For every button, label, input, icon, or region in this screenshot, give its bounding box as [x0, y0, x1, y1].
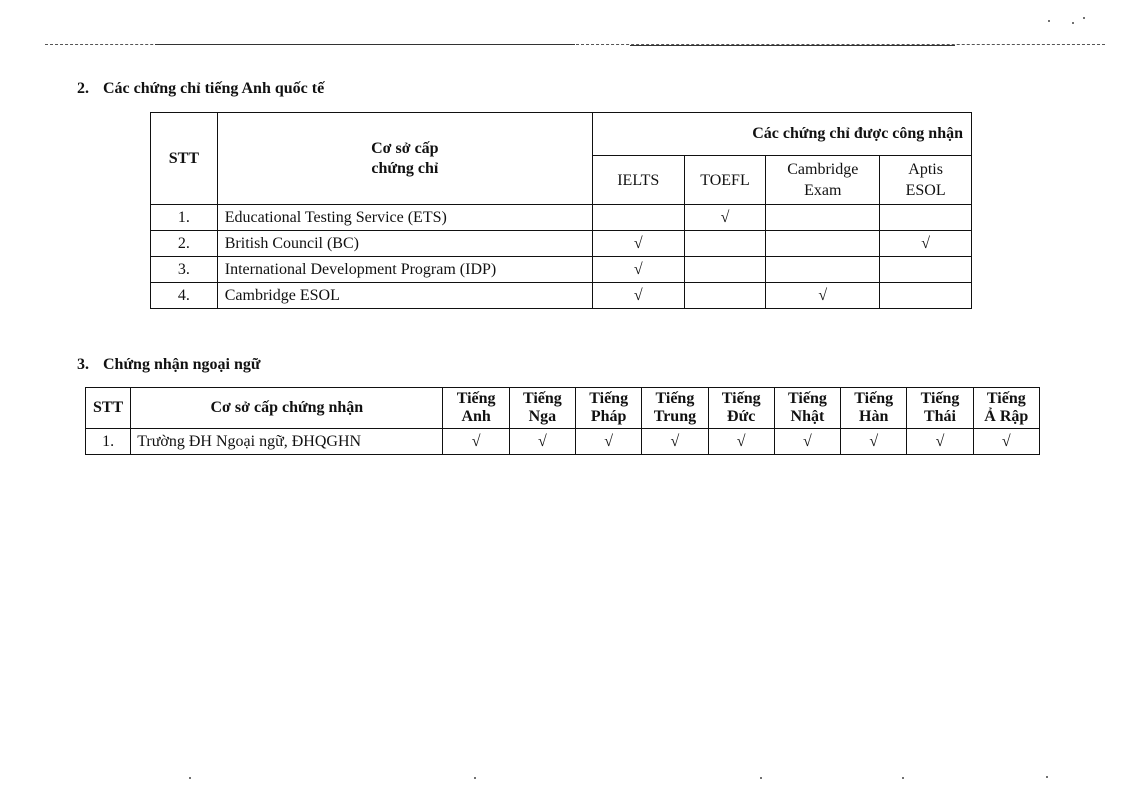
language-certificates-table — [85, 387, 1040, 455]
col-header-language — [509, 388, 575, 429]
col-header-cambridge-label: Cambridge Exam — [787, 161, 859, 199]
section-2-heading — [77, 80, 324, 98]
check-cell — [708, 429, 774, 455]
language-name: Ả Rập — [984, 408, 1029, 425]
check-cell — [592, 283, 684, 309]
check-cell — [973, 429, 1039, 455]
check-cell — [684, 231, 766, 257]
check-cell — [880, 205, 972, 231]
row-number: 3. — [151, 257, 218, 283]
language-name: Pháp — [590, 408, 627, 425]
check-mark: √ — [818, 286, 828, 304]
language-word: Tiếng — [522, 390, 562, 407]
section-number: 2. — [77, 80, 89, 97]
col-header-language — [841, 388, 907, 429]
check-cell — [592, 257, 684, 283]
check-cell — [766, 205, 880, 231]
table-row — [151, 257, 972, 283]
check-cell — [684, 257, 766, 283]
language-word: Tiếng — [788, 390, 827, 407]
check-mark: √ — [633, 234, 643, 252]
table-row — [151, 283, 972, 309]
check-cell — [684, 283, 766, 309]
organization-name: Trường ĐH Ngoại ngữ, ĐHQGHN — [131, 429, 443, 455]
language-word: Tiếng — [589, 390, 629, 407]
check-cell — [443, 429, 509, 455]
scan-speck — [474, 777, 476, 779]
check-mark: √ — [720, 208, 730, 226]
language-name: Nhật — [790, 408, 825, 425]
scan-speck — [189, 777, 191, 779]
col-header-ielts: IELTS — [592, 156, 684, 205]
check-mark: √ — [604, 432, 614, 450]
language-name: Anh — [461, 408, 491, 425]
col-header-language — [576, 388, 642, 429]
check-cell — [880, 231, 972, 257]
language-name: Trung — [653, 408, 697, 425]
organization-name: Cambridge ESOL — [217, 283, 592, 309]
language-name: Hàn — [859, 408, 889, 425]
col-header-organization-label: Cơ sở cấp chứng chỉ — [371, 139, 439, 177]
scan-speck — [760, 777, 762, 779]
check-cell — [766, 283, 880, 309]
col-header-aptis — [880, 156, 972, 205]
scan-speck — [902, 777, 904, 779]
section-3-heading — [77, 356, 261, 374]
check-cell — [766, 231, 880, 257]
check-cell — [880, 283, 972, 309]
group-header-recognized: Các chứng chỉ được công nhận — [592, 113, 971, 156]
col-header-organization: Cơ sở cấp chứng nhận — [131, 388, 443, 429]
language-name: Thái — [923, 408, 956, 425]
check-cell — [907, 429, 973, 455]
check-mark: √ — [1001, 432, 1011, 450]
col-header-language — [642, 388, 708, 429]
language-word: Tiếng — [854, 390, 894, 407]
language-word: Tiếng — [721, 390, 761, 407]
organization-name: British Council (BC) — [217, 231, 592, 257]
top-rule-segment — [155, 44, 575, 45]
language-word: Tiếng — [655, 390, 695, 407]
row-number: 4. — [151, 283, 218, 309]
table-row — [151, 205, 972, 231]
col-header-language — [708, 388, 774, 429]
check-mark: √ — [471, 432, 481, 450]
check-cell — [766, 257, 880, 283]
check-mark: √ — [633, 260, 643, 278]
check-cell — [880, 257, 972, 283]
top-rule-segment — [630, 45, 955, 46]
check-mark: √ — [869, 432, 879, 450]
check-cell — [684, 205, 766, 231]
scan-speck — [1048, 20, 1050, 22]
language-name: Nga — [528, 408, 557, 425]
row-number: 2. — [151, 231, 218, 257]
table-row — [86, 429, 1040, 455]
section-title: Các chứng chỉ tiếng Anh quốc tế — [103, 80, 325, 97]
check-cell — [576, 429, 642, 455]
col-header-language — [973, 388, 1039, 429]
section-title: Chứng nhận ngoại ngữ — [103, 356, 261, 373]
language-word: Tiếng — [456, 390, 496, 407]
check-mark: √ — [537, 432, 547, 450]
col-header-stt: STT — [86, 388, 131, 429]
col-header-aptis-label: Aptis ESOL — [905, 161, 946, 199]
scan-speck — [1046, 776, 1048, 778]
language-word: Tiếng — [986, 390, 1026, 407]
language-name: Đức — [727, 408, 756, 425]
check-cell — [592, 231, 684, 257]
section-number: 3. — [77, 356, 89, 373]
table-row — [151, 231, 972, 257]
col-header-language — [774, 388, 840, 429]
col-header-language — [443, 388, 509, 429]
col-header-stt: STT — [151, 113, 218, 205]
check-cell — [509, 429, 575, 455]
check-cell — [841, 429, 907, 455]
language-word: Tiếng — [920, 390, 960, 407]
check-mark: √ — [935, 432, 945, 450]
row-number: 1. — [151, 205, 218, 231]
col-header-toefl: TOEFL — [684, 156, 766, 205]
check-cell — [592, 205, 684, 231]
organization-name: Educational Testing Service (ETS) — [217, 205, 592, 231]
scan-speck — [1083, 17, 1085, 19]
check-mark: √ — [736, 432, 746, 450]
check-mark: √ — [803, 432, 812, 450]
check-mark: √ — [921, 234, 930, 252]
check-cell — [774, 429, 840, 455]
check-mark: √ — [633, 286, 643, 304]
check-cell — [642, 429, 708, 455]
english-certificates-table — [150, 112, 972, 309]
scan-speck — [1072, 22, 1074, 24]
organization-name: International Development Program (IDP) — [217, 257, 592, 283]
col-header-language — [907, 388, 973, 429]
col-header-cambridge — [766, 156, 880, 205]
col-header-organization — [217, 113, 592, 205]
row-number: 1. — [86, 429, 131, 455]
check-mark: √ — [670, 432, 680, 450]
